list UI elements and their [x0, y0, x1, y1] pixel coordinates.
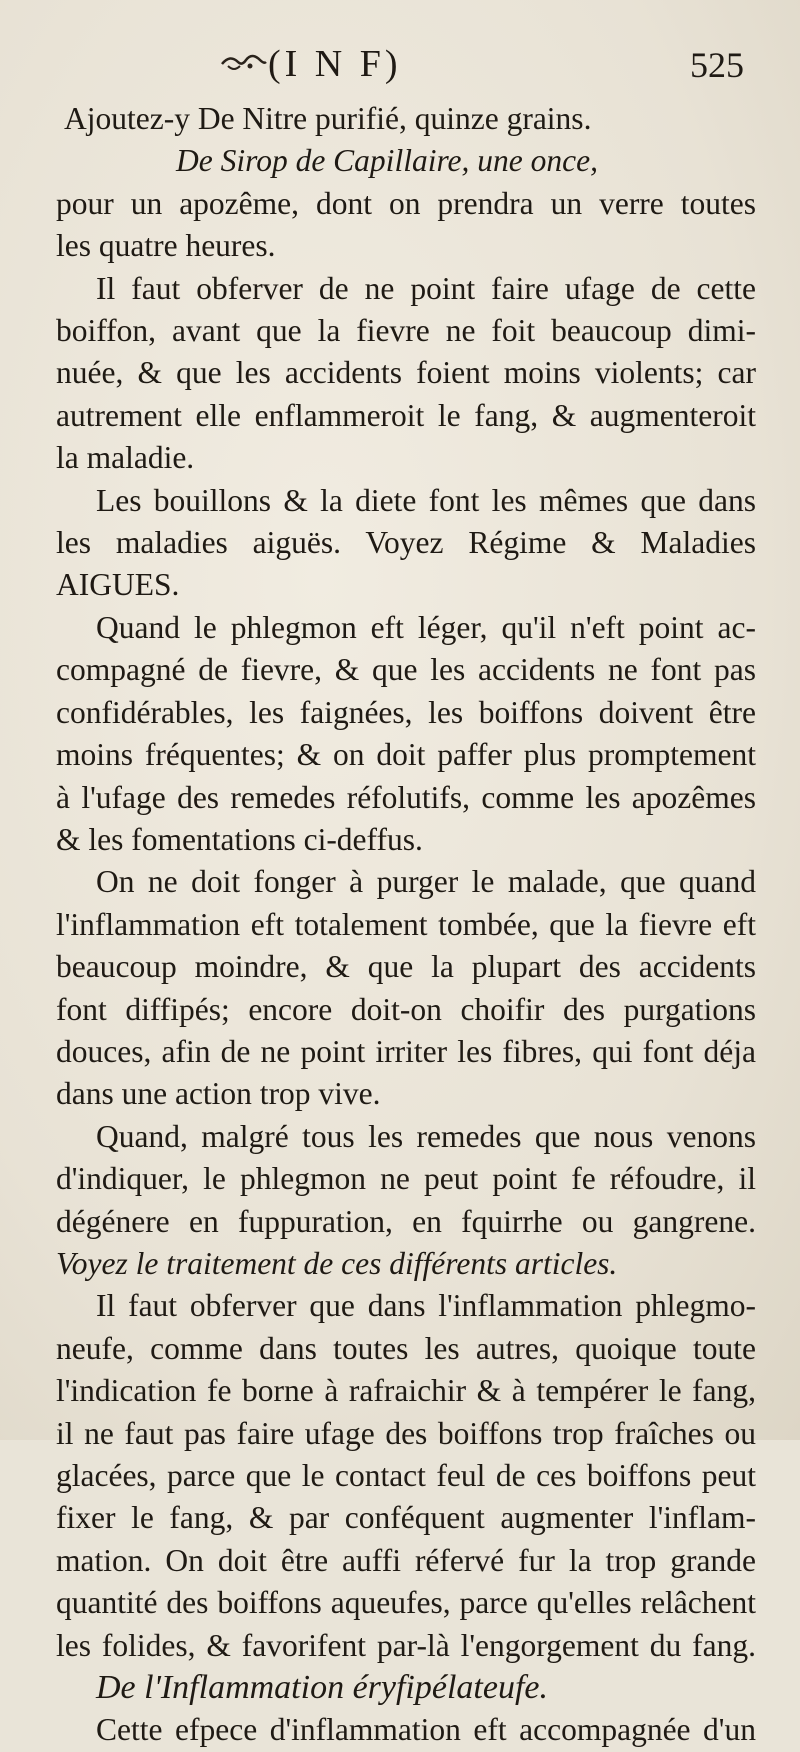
text-line: Quand, malgré tous les remedes que nous venons	[96, 1118, 756, 1154]
text-line: neufe, comme dans toutes les autres, quoique toute	[56, 1330, 756, 1366]
text-line: compagné de fievre, & que les accidents ne font pas	[56, 652, 756, 688]
text-line: les folides, & favorifent par-là l'engorgement du fang.	[56, 1627, 756, 1663]
page-number: 525	[690, 45, 744, 85]
section-heading: De l'Inflammation éryfipélateufe.	[96, 1669, 548, 1707]
text-line: il ne faut pas faire ufage des boiffons trop fraîches ou	[56, 1415, 756, 1451]
body-text	[56, 98, 756, 1752]
text-line: Les bouillons & la diete font les mêmes que dans	[96, 482, 756, 518]
text-line: nuée, & que les accidents foient moins violents; car	[56, 355, 756, 391]
text-line: fixer le fang, & par conféquent augmenter l'inflam-	[56, 1500, 756, 1536]
text-line: De Sirop de Capillaire, une once,	[176, 143, 598, 179]
text-line: AIGUES.	[56, 567, 180, 603]
text-line: confidérables, les faignées, les boiffons doivent être	[56, 694, 756, 730]
fleuron-ornament-icon	[220, 50, 268, 74]
text-line: On ne doit fonger à purger le malade, que quand	[96, 864, 756, 900]
text-line: la maladie.	[56, 440, 195, 476]
text-line: les quatre heures.	[56, 228, 276, 264]
text-line: mation. On doit être auffi réfervé fur la trop grande	[56, 1542, 756, 1578]
text-line: Il faut obferver de ne point faire ufage de cette	[96, 270, 756, 306]
text-line: l'inflammation eft totalement tombée, que la fievre eft	[56, 906, 756, 942]
text-line: Cette efpece d'inflammation eft accompagnée d'un	[96, 1712, 756, 1748]
text-line: Quand le phlegmon eft léger, qu'il n'eft point ac-	[96, 609, 756, 645]
text-line: à l'ufage des remedes réfolutifs, comme les apozêmes	[56, 779, 756, 815]
text-line: quantité des boiffons aqueufes, parce qu'elles relâchent	[56, 1585, 756, 1621]
text-line: les maladies aiguës. Voyez Régime & Maladies	[56, 525, 756, 561]
text-line: & les fomentations ci-deffus.	[56, 821, 423, 857]
text-line: dégénere en fuppuration, en fquirrhe ou gangrene.	[56, 1203, 756, 1239]
text-line: autrement elle enflammeroit le fang, & augmenteroit	[56, 397, 756, 433]
text-line: beaucoup moindre, & que la plupart des accidents	[56, 949, 756, 985]
text-line: Voyez le traitement de ces différents articles.	[56, 1245, 618, 1281]
text-line: boiffon, avant que la fievre ne foit beaucoup dimi-	[56, 313, 756, 349]
text-line: glacées, parce que le contact feul de ces boiffons peut	[56, 1458, 756, 1493]
text-line: douces, afin de ne point irriter les fibres, qui font déja	[56, 1033, 756, 1069]
text-line: pour un apozême, dont on prendra un verre toutes	[56, 185, 756, 221]
text-line: d'indiquer, le phlegmon ne peut point fe réfoudre, il	[56, 1161, 756, 1197]
running-head: (I N F)	[268, 43, 402, 85]
text-line: dans une action trop vive.	[56, 1076, 381, 1112]
text-line: Ajoutez-y De Nitre purifié, quinze grains.	[64, 101, 592, 136]
text-line: Il faut obferver que dans l'inflammation phlegmo-	[96, 1288, 756, 1324]
text-line: l'indication fe borne à rafraichir & à tempérer le fang,	[56, 1373, 756, 1409]
text-line: moins fréquentes; & on doit paffer plus promptement	[56, 737, 756, 773]
text-line: font diffipés; encore doit-on choifir des purgations	[56, 991, 756, 1027]
page-header	[0, 38, 800, 98]
